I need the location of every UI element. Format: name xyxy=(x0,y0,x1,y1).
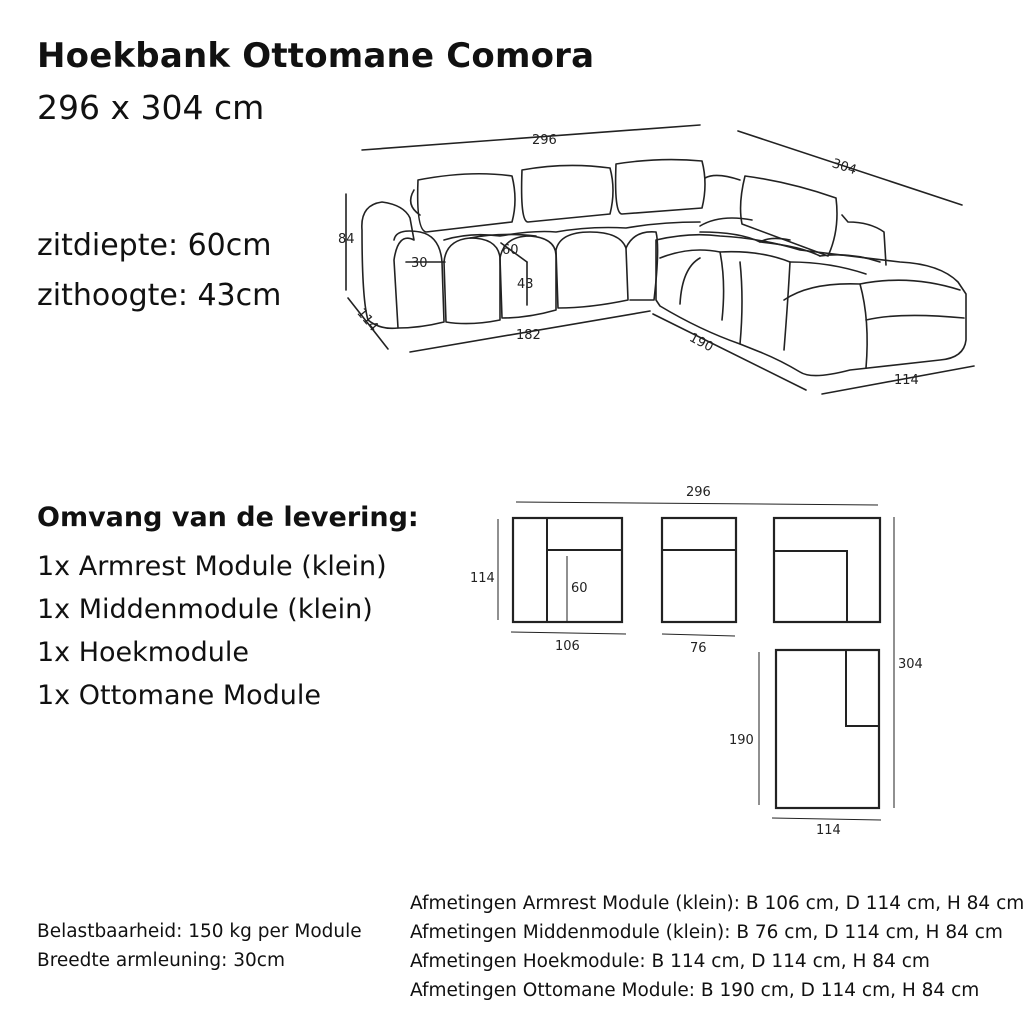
dimension-note: Afmetingen Ottomane Module: B 190 cm, D 114 cm, H 84 cm xyxy=(410,980,980,1001)
delivery-item: 1x Middenmodule (klein) xyxy=(37,594,373,625)
seat-height-spec: zithoogte: 43cm xyxy=(37,278,282,313)
overall-size: 296 x 304 cm xyxy=(37,88,265,127)
dim-seat-height: 43 xyxy=(517,277,534,292)
dim-arm: 30 xyxy=(411,256,428,271)
delivery-heading: Omvang van de levering: xyxy=(37,502,419,533)
dim-seat-depth: 60 xyxy=(502,243,519,258)
page-title: Hoekbank Ottomane Comora xyxy=(37,36,595,76)
plan-armrest-width: 106 xyxy=(555,639,580,654)
plan-total-width: 296 xyxy=(686,485,711,500)
dim-depth: 304 xyxy=(830,156,859,179)
dimension-note: Afmetingen Armrest Module (klein): B 106 cm, D 114 cm, H 84 cm xyxy=(410,893,1024,914)
dim-height: 84 xyxy=(338,232,355,247)
plan-depth: 114 xyxy=(470,571,495,586)
delivery-item: 1x Hoekmodule xyxy=(37,637,249,668)
plan-middle-width: 76 xyxy=(690,641,707,656)
dimension-note: Afmetingen Middenmodule (klein): B 76 cm, D 114 cm, H 84 cm xyxy=(410,922,1003,943)
seat-depth-spec: zitdiepte: 60cm xyxy=(37,228,272,263)
dim-left-depth: 114 xyxy=(353,305,381,335)
plan-ottoman-width: 114 xyxy=(816,823,841,838)
plan-seat: 60 xyxy=(571,581,588,596)
plan-ottoman-length: 190 xyxy=(729,733,754,748)
plan-total-depth: 304 xyxy=(898,657,923,672)
dimension-note: Afmetingen Hoekmodule: B 114 cm, D 114 cm, H 84 cm xyxy=(410,951,930,972)
load-capacity: Belastbaarheid: 150 kg per Module xyxy=(37,921,362,942)
dim-front: 182 xyxy=(516,328,541,343)
dim-width: 296 xyxy=(532,133,557,148)
dim-chaise-width: 114 xyxy=(894,373,919,388)
dim-chaise-length: 190 xyxy=(686,330,716,356)
delivery-item: 1x Armrest Module (klein) xyxy=(37,551,387,582)
delivery-item: 1x Ottomane Module xyxy=(37,680,322,711)
armrest-width: Breedte armleuning: 30cm xyxy=(37,950,285,971)
